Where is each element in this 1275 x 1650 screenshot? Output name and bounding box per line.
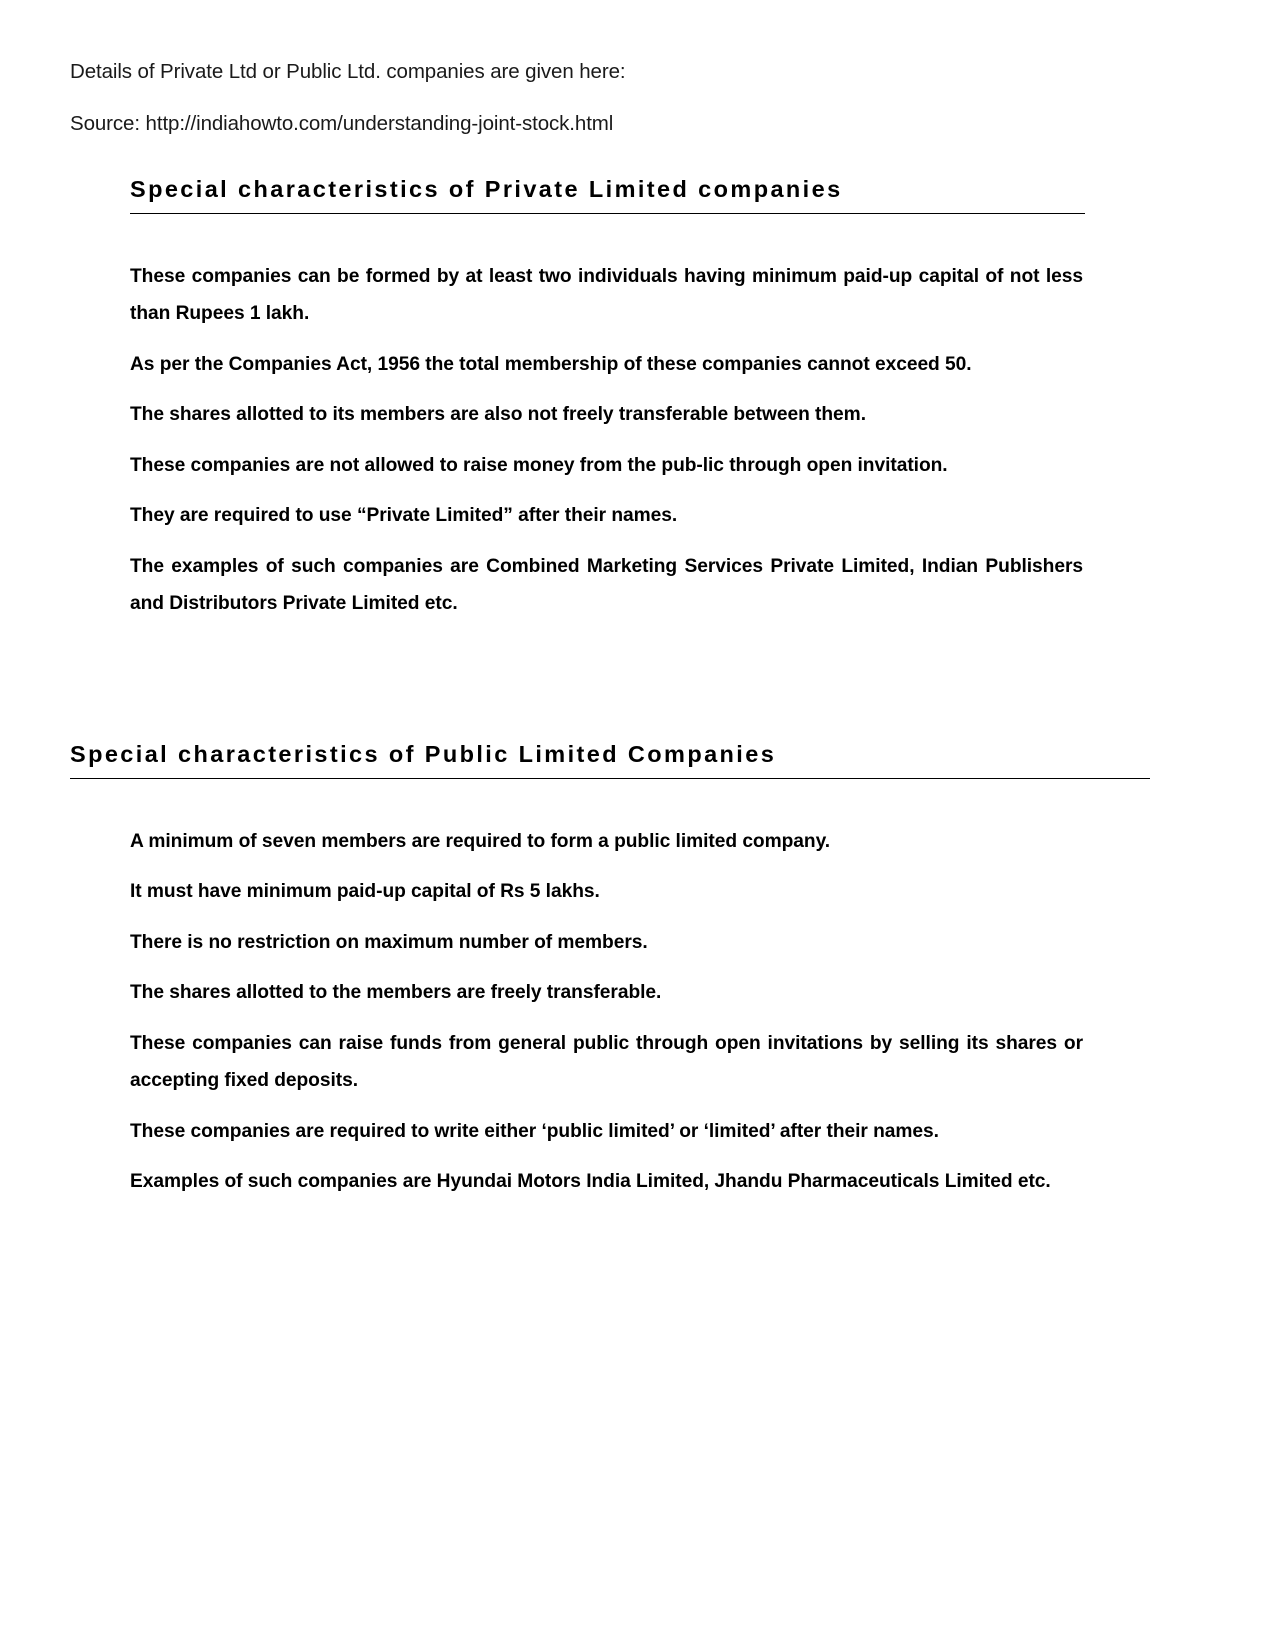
paragraph: A minimum of seven members are required to form a public limited company. [130, 831, 831, 852]
paragraph: These companies are required to write either ‘public limited’ or ‘limited’ after their names. [130, 1120, 939, 1142]
paragraph: The examples of such companies are Combined Marketing Services Private Limited, Indian Publishers and Distributors Private Limited etc. [130, 555, 1083, 615]
intro-description-line: Details of Private Ltd or Public Ltd. companies are given here: [70, 60, 626, 83]
paragraph: There is no restriction on maximum number of members. [130, 931, 648, 953]
paragraph: They are required to use “Private Limited” after their names. [130, 505, 678, 527]
heading-public-limited: Special characteristics of Public Limited Companies [70, 741, 777, 767]
paragraph: The shares allotted to its members are also not freely transferable between them. [130, 404, 866, 426]
body-private-limited [130, 258, 1083, 623]
paragraph: As per the Companies Act, 1956 the total membership of these companies cannot exceed 50. [130, 353, 972, 375]
paragraph: Examples of such companies are Hyundai Motors India Limited, Jhandu Pharmaceuticals Limited etc. [130, 1171, 1051, 1193]
section-heading-public-limited [70, 740, 1180, 779]
paragraph: These companies can raise funds from general public through open invitations by selling its shares or accepting fixed deposits. [130, 1032, 1083, 1092]
heading-rule-private [130, 213, 1085, 214]
source-url-line: Source: http://indiahowto.com/understanding-joint-stock.html [70, 111, 614, 135]
heading-private-limited: Special characteristics of Private Limited companies [130, 176, 843, 202]
heading-rule-public [70, 778, 1150, 779]
section-heading-private-limited [70, 175, 1180, 214]
intro-block [70, 62, 1150, 134]
paragraph: These companies are not allowed to raise money from the pub-lic through open invitation. [130, 454, 948, 476]
paragraph: The shares allotted to the members are freely transferable. [130, 982, 662, 1004]
paragraph: These companies can be formed by at least two individuals having minimum paid-up capital of not less than Rupees 1 lakh. [130, 266, 1083, 325]
paragraph: It must have minimum paid-up capital of Rs 5 lakhs. [130, 881, 600, 903]
body-public-limited [130, 823, 1083, 1201]
